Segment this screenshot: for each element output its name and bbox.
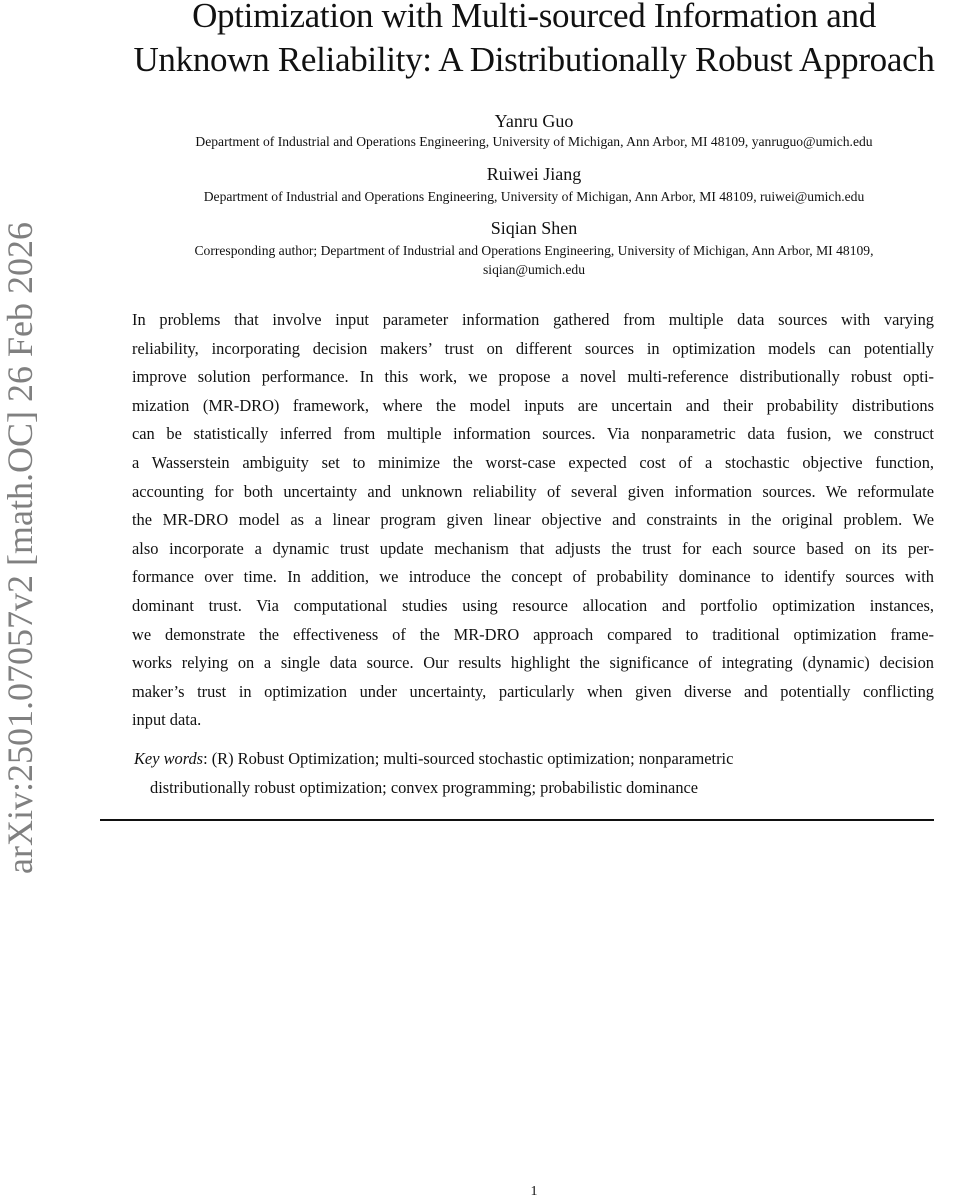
keywords-text: : (R) Robust Optimization; multi-sourced stochastic optimization; nonparametric <box>203 749 734 768</box>
abstract-line: maker’s trust in optimization under uncertainty, particularly when given diverse and potentially conflicting <box>132 681 934 701</box>
abstract-line: accounting for both uncertainty and unknown reliability of several given information sources. We reformulate <box>132 481 934 501</box>
section-divider <box>100 819 934 821</box>
abstract-line: In problems that involve input parameter information gathered from multiple data sources with varying <box>132 310 934 329</box>
abstract-line: dominant trust. Via computational studies using resource allocation and portfolio optimization instances, <box>132 596 934 615</box>
paper-title-line-2: Unknown Reliability: A Distributionally Robust Approach <box>133 40 935 79</box>
author-name: Ruiwei Jiang <box>486 164 582 184</box>
abstract-line: mization (MR-DRO) framework, where the model inputs are uncertain and their probability distributions <box>132 395 934 415</box>
author-affiliation: Corresponding author; Department of Industrial and Operations Engineering, University of Michigan, Ann Arbor, MI 48109, <box>194 243 874 258</box>
keywords-line-1 <box>134 749 733 769</box>
author-affiliation: Department of Industrial and Operations Engineering, University of Michigan, Ann Arbor, MI 48109, yanruguo@umich.edu <box>195 134 873 149</box>
abstract-line: we demonstrate the effectiveness of the MR-DRO approach compared to traditional optimization frame- <box>132 624 934 644</box>
abstract-line: the MR-DRO model as a linear program given linear objective and constraints in the original problem. We <box>132 510 934 530</box>
abstract-line: also incorporate a dynamic trust update mechanism that adjusts the trust for each source based on its per- <box>132 538 934 558</box>
author-affiliation: Department of Industrial and Operations Engineering, University of Michigan, Ann Arbor, MI 48109, ruiwei@umich.edu <box>203 189 865 204</box>
author-name: Yanru Guo <box>494 111 574 131</box>
abstract-line: reliability, incorporating decision makers’ trust on different sources in optimization models can potentially <box>132 338 934 358</box>
abstract-line: input data. <box>132 710 202 730</box>
abstract-line: a Wasserstein ambiguity set to minimize the worst-case expected cost of a stochastic objective function, <box>132 453 934 472</box>
arxiv-identifier: arXiv:2501.07057v2 [math.OC] 26 Feb 2026 <box>0 222 40 874</box>
author-name: Siqian Shen <box>490 218 578 238</box>
keywords-label: Key words <box>134 749 204 768</box>
abstract-line: works relying on a single data source. Our results highlight the significance of integrating (dynamic) decision <box>132 653 934 673</box>
page-number: 1 <box>530 1184 538 1199</box>
abstract-line: formance over time. In addition, we introduce the concept of probability dominance to identify sources with <box>132 567 934 587</box>
paper-title-line-1: Optimization with Multi-sourced Information and <box>192 0 876 35</box>
abstract-line: improve solution performance. In this work, we propose a novel multi-reference distributionally robust opti- <box>132 367 934 387</box>
keywords-line-2: distributionally robust optimization; convex programming; probabilistic dominance <box>150 778 699 797</box>
author-email: siqian@umich.edu <box>483 262 585 277</box>
abstract-line: can be statistically inferred from multiple information sources. Via nonparametric data fusion, we construct <box>132 424 934 444</box>
